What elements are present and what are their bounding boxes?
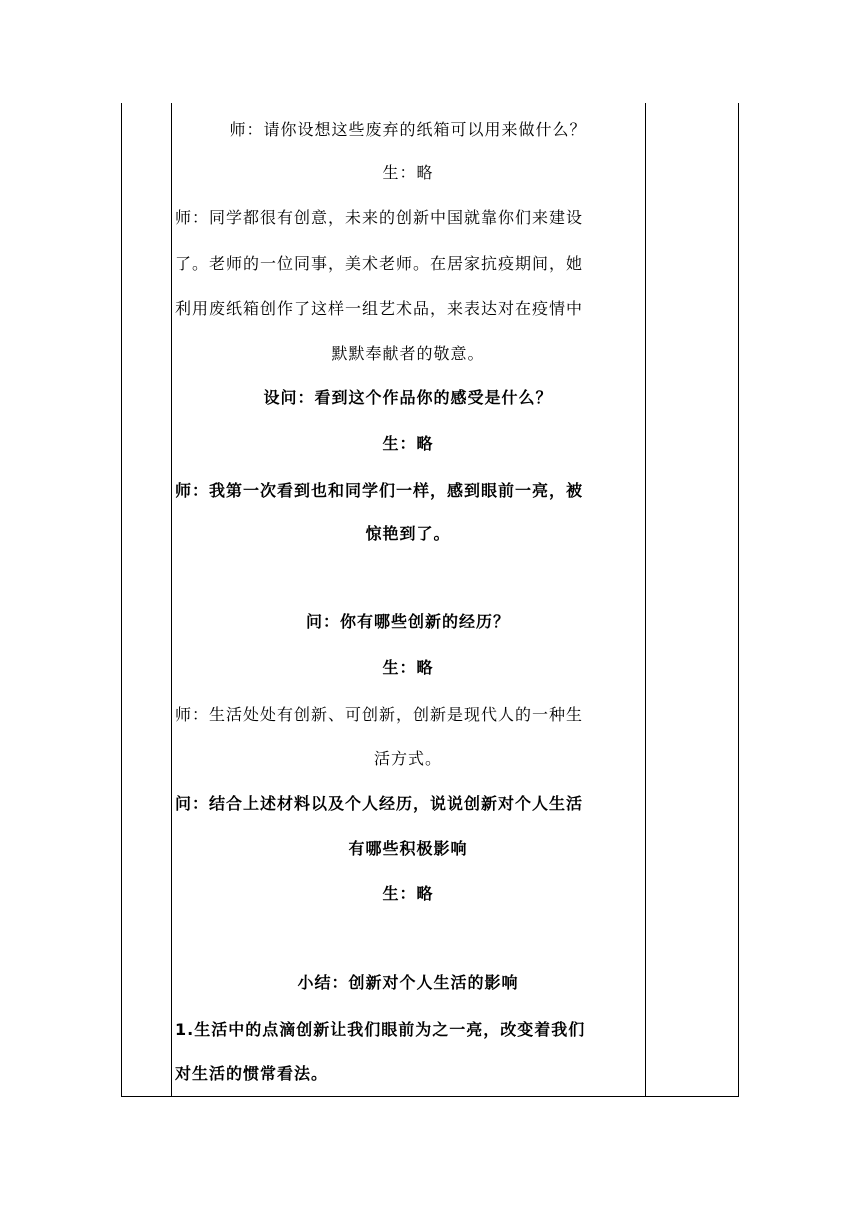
question-line: 设问：看到这个作品你的感受是什么？: [263, 388, 553, 407]
student-answer-line: 生：略: [382, 884, 434, 903]
table-border-right: [738, 103, 739, 1096]
student-answer-line: 生：略: [382, 658, 434, 677]
summary-heading: 小结：创新对个人生活的影响: [297, 973, 519, 992]
table-border-bottom: [121, 1096, 739, 1097]
teacher-remark-line: 活方式。: [373, 749, 442, 768]
question-line: 有哪些积极影响: [348, 839, 468, 858]
teacher-remark-line: 默默奉献者的敬意。: [331, 344, 485, 363]
teacher-question-line: 师：请你设想这些废弃的纸箱可以用来做什么？: [229, 120, 587, 139]
question-line: 问：你有哪些创新的经历？: [305, 612, 510, 631]
student-answer-line: 生：略: [382, 434, 434, 453]
teacher-remark-line: 师：同学都很有创意，未来的创新中国就靠你们来建设: [175, 208, 584, 227]
teacher-remark-line: 师：生活处处有创新、可创新，创新是现代人的一种生: [175, 705, 584, 724]
teacher-remark-line: 了。老师的一位同事，美术老师。在居家抗疫期间，她: [175, 254, 584, 273]
teacher-remark-line: 惊艳到了。: [365, 524, 451, 543]
teacher-remark-line: 师：我第一次看到也和同学们一样，感到眼前一亮，被: [175, 481, 584, 500]
table-column-divider-1: [171, 103, 172, 1096]
table-column-divider-2: [645, 103, 646, 1096]
table-border-left: [121, 103, 122, 1096]
student-answer-line: 生：略: [382, 163, 434, 182]
question-line: 问：结合上述材料以及个人经历，说说创新对个人生活: [175, 794, 584, 813]
teacher-remark-line: 利用废纸箱创作了这样一组艺术品，来表达对在疫情中: [175, 299, 584, 318]
summary-point-line: 1.生活中的点滴创新让我们眼前为之一亮，改变着我们: [175, 1020, 586, 1039]
summary-point-line: 对生活的惯常看法。: [175, 1064, 329, 1083]
